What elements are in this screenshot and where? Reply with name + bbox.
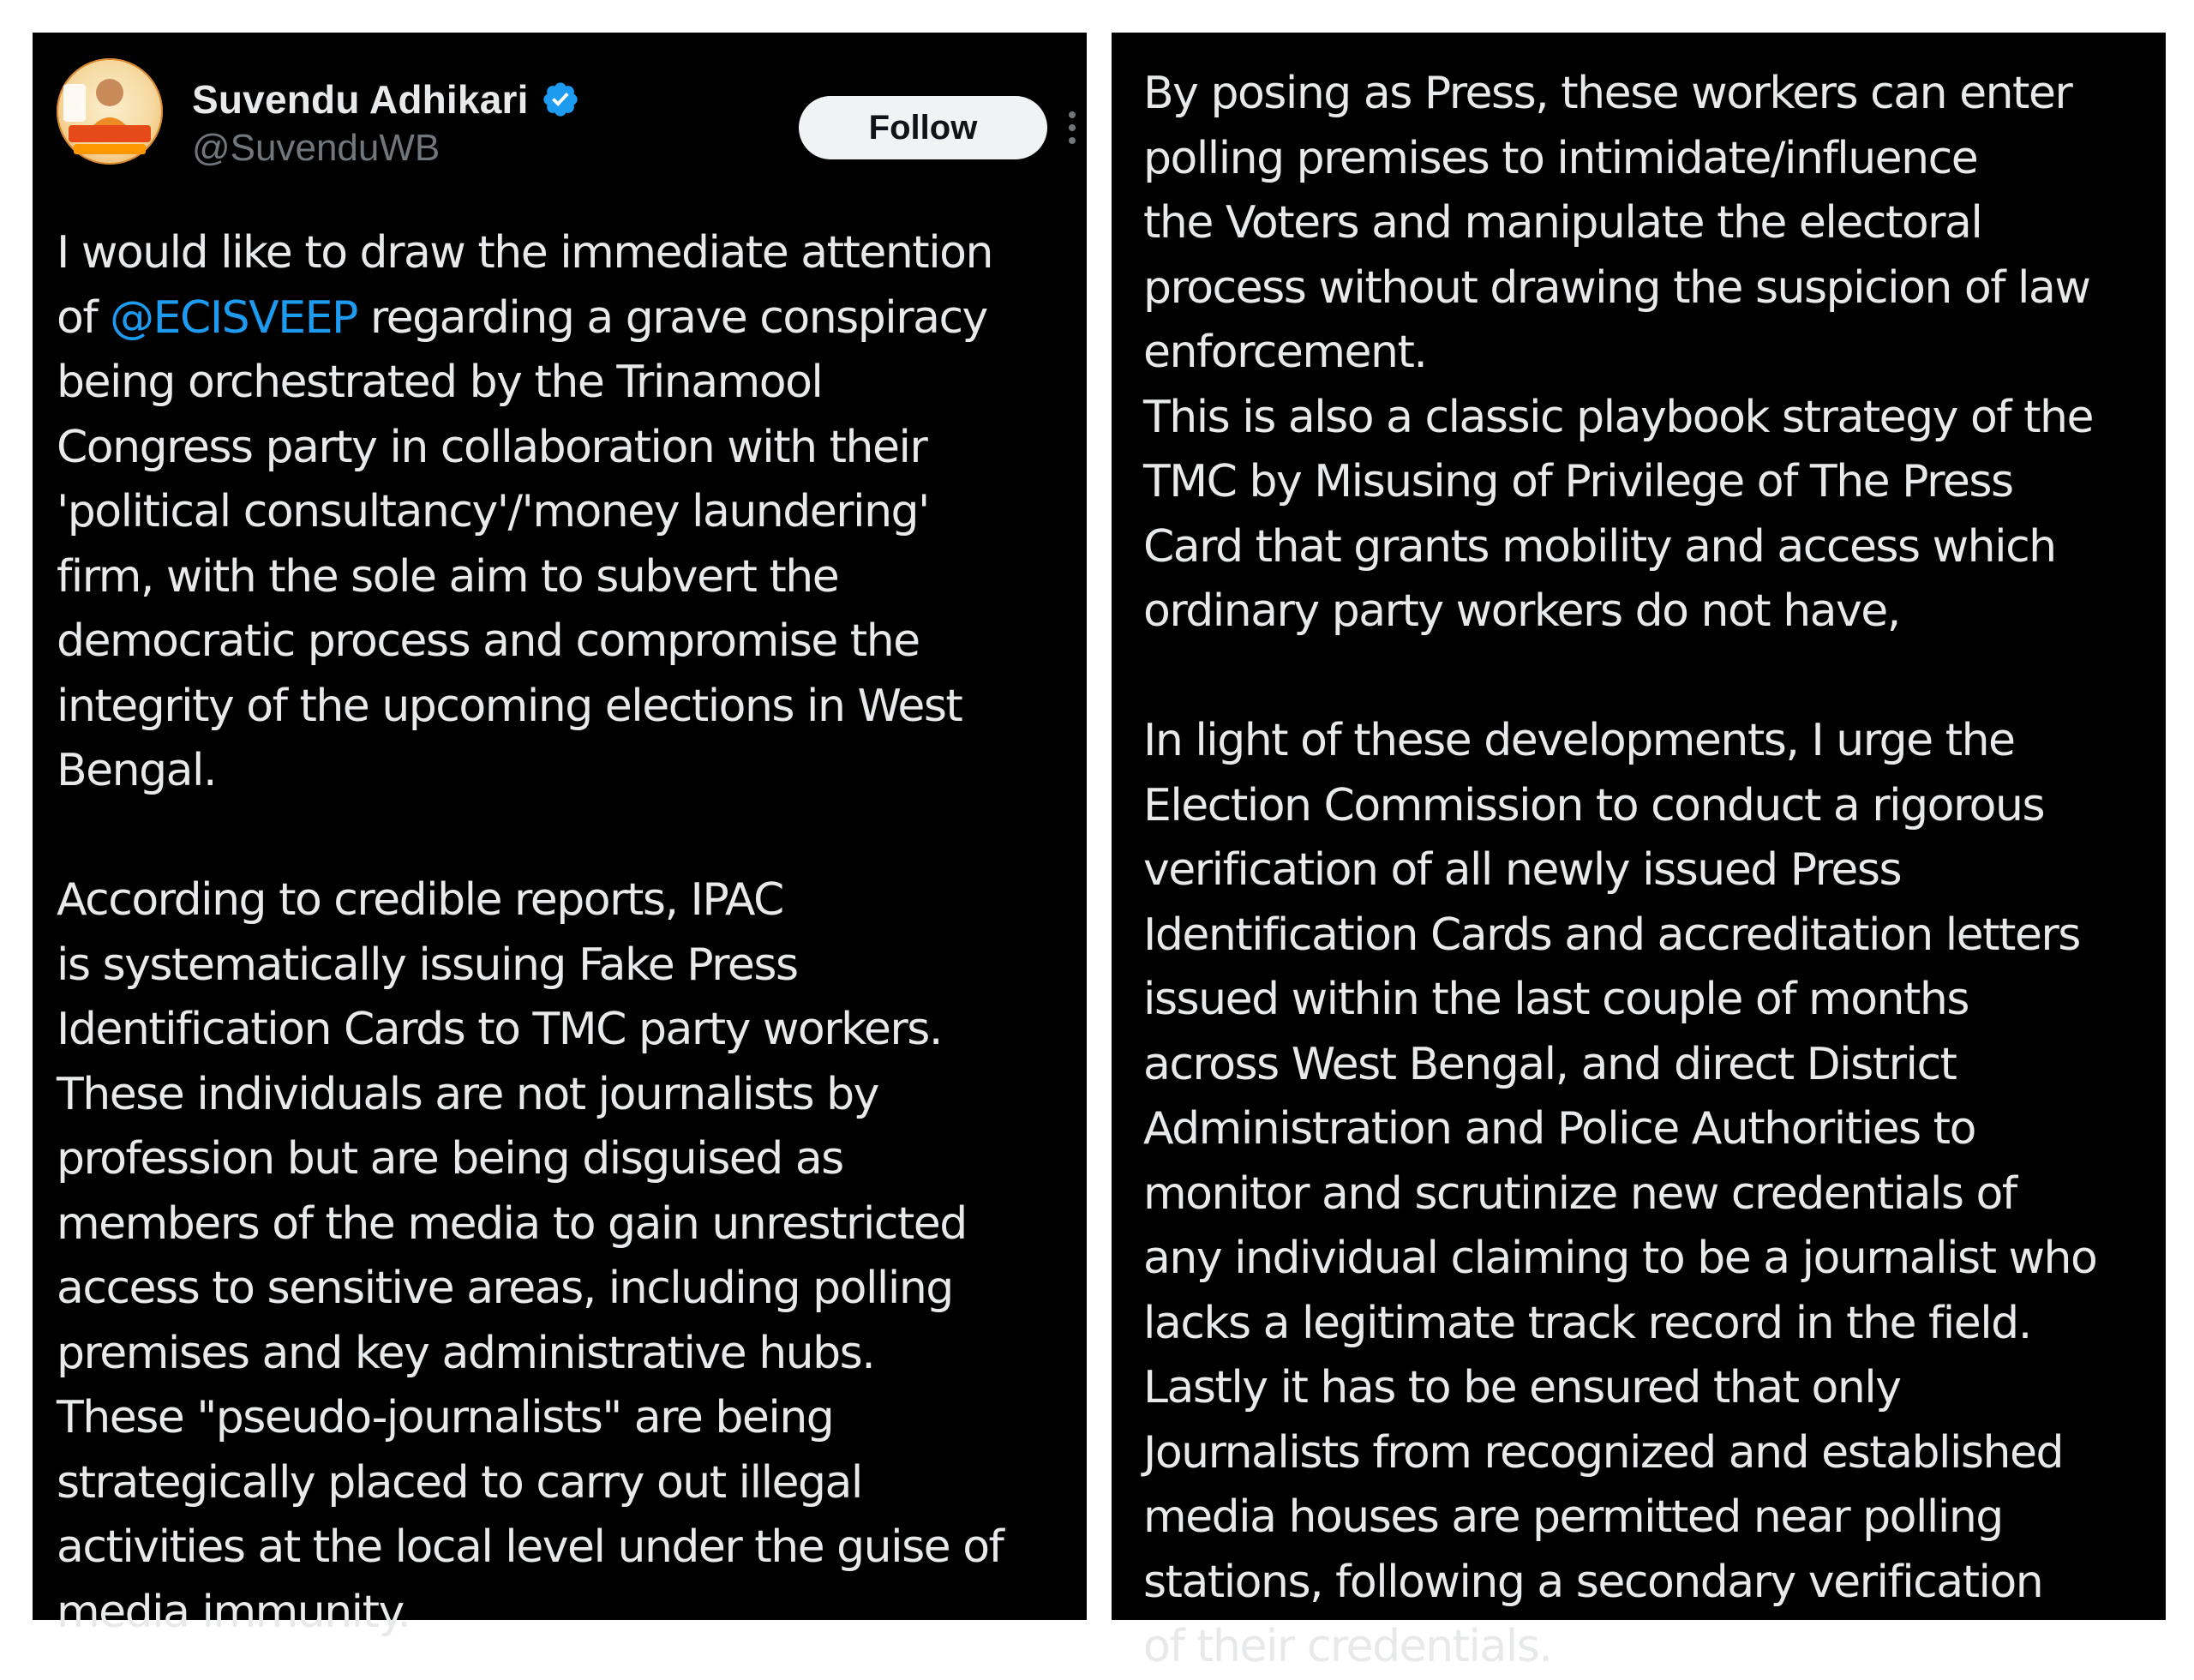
- text-line: These "pseudo-journalists" are being: [57, 1392, 834, 1443]
- text-line: of their credentials.: [1143, 1621, 1552, 1672]
- text-line: polling premises to intimidate/influence: [1143, 132, 1978, 184]
- text-line: Election Commission to conduct a rigorous: [1143, 779, 2045, 831]
- text-line: issued within the last couple of months: [1143, 974, 1969, 1025]
- text-line: lacks a legitimate track record in the field.: [1143, 1297, 2031, 1349]
- text-line: Bengal.: [57, 745, 216, 796]
- text-line: stations, following a secondary verification: [1143, 1556, 2043, 1608]
- text-line: This is also a classic playbook strategy of the: [1143, 391, 2093, 443]
- text-line: premises and key administrative hubs.: [57, 1327, 875, 1379]
- mention-link-ecisveep[interactable]: @ECISVEEP: [110, 291, 357, 344]
- text-line: Administration and Police Authorities to: [1143, 1103, 1975, 1155]
- text-line: across West Bengal, and direct District: [1143, 1038, 1957, 1090]
- text-line: I would like to draw the immediate attention: [57, 227, 992, 279]
- avatar-illustration: [57, 58, 163, 165]
- post-text-part-2: [1143, 62, 2096, 1680]
- text-line: Identification Cards and accreditation letters: [1143, 909, 2080, 961]
- text-line: By posing as Press, these workers can enter: [1143, 68, 2072, 119]
- text-line: democratic process and compromise the: [57, 615, 920, 667]
- text-line: any individual claiming to be a journalist who: [1143, 1233, 2097, 1284]
- left-screenshot-panel: [33, 33, 1087, 1638]
- text-line: Card that grants mobility and access which: [1143, 520, 2056, 573]
- text-line: monitor and scrutinize new credentials of: [1143, 1167, 2017, 1220]
- verified-badge-icon: [541, 80, 580, 119]
- follow-button[interactable]: Follow: [799, 96, 1047, 159]
- text-fragment: regarding a grave conspiracy: [357, 291, 987, 344]
- text-line: According to credible reports, IPAC: [57, 874, 783, 926]
- text-line: media houses are permitted near polling: [1143, 1491, 2003, 1543]
- text-line: Lastly it has to be ensured that only: [1143, 1362, 1901, 1413]
- paragraph-gap: [57, 804, 1003, 869]
- text-line: Journalists from recognized and established: [1143, 1426, 2063, 1479]
- text-fragment: of: [57, 291, 111, 344]
- text-line: integrity of the upcoming elections in West: [57, 680, 962, 732]
- paragraph-gap: [1143, 645, 2096, 710]
- text-line: process without drawing the suspicion of law: [1143, 261, 2090, 314]
- post-header: [57, 58, 1068, 170]
- right-screenshot-panel: [1112, 33, 2166, 1672]
- text-line: TMC by Misusing of Privilege of The Press: [1143, 456, 2013, 507]
- author-handle[interactable]: @SuvenduWB: [192, 127, 441, 169]
- text-line: verification of all newly issued Press: [1143, 844, 1902, 896]
- text-line: firm, with the sole aim to subvert the: [57, 550, 839, 603]
- author-name[interactable]: Suvendu Adhikari: [192, 77, 529, 122]
- text-line: strategically placed to carry out illegal: [57, 1456, 862, 1509]
- text-line: profession but are being disguised as: [57, 1133, 843, 1185]
- text-line: Identification Cards to TMC party workers.: [57, 1004, 942, 1055]
- text-line: media immunity.: [57, 1586, 411, 1638]
- more-options-icon[interactable]: [1066, 108, 1078, 147]
- text-line: In light of these developments, I urge the: [1143, 715, 2015, 766]
- text-line: members of the media to gain unrestricted: [57, 1197, 967, 1250]
- text-line: is systematically issuing Fake Press: [57, 939, 798, 991]
- text-line: ordinary party workers do not have,: [1143, 585, 1900, 637]
- text-line: These individuals are not journalists by: [57, 1068, 878, 1120]
- text-line: being orchestrated by the Trinamool: [57, 357, 823, 408]
- post-text-part-1: [57, 221, 1003, 1645]
- text-line: Congress party in collaboration with their: [57, 421, 927, 473]
- text-line: access to sensitive areas, including polling: [57, 1263, 953, 1314]
- text-line: enforcement.: [1143, 327, 1427, 378]
- text-line: the Voters and manipulate the electoral: [1143, 197, 1982, 249]
- text-line: activities at the local level under the guise of: [57, 1521, 1004, 1573]
- text-line: [57, 286, 1003, 351]
- text-line: 'political consultancy'/'money laundering': [57, 486, 929, 537]
- author-name-row: [192, 75, 580, 123]
- profile-avatar-icon[interactable]: [57, 58, 163, 165]
